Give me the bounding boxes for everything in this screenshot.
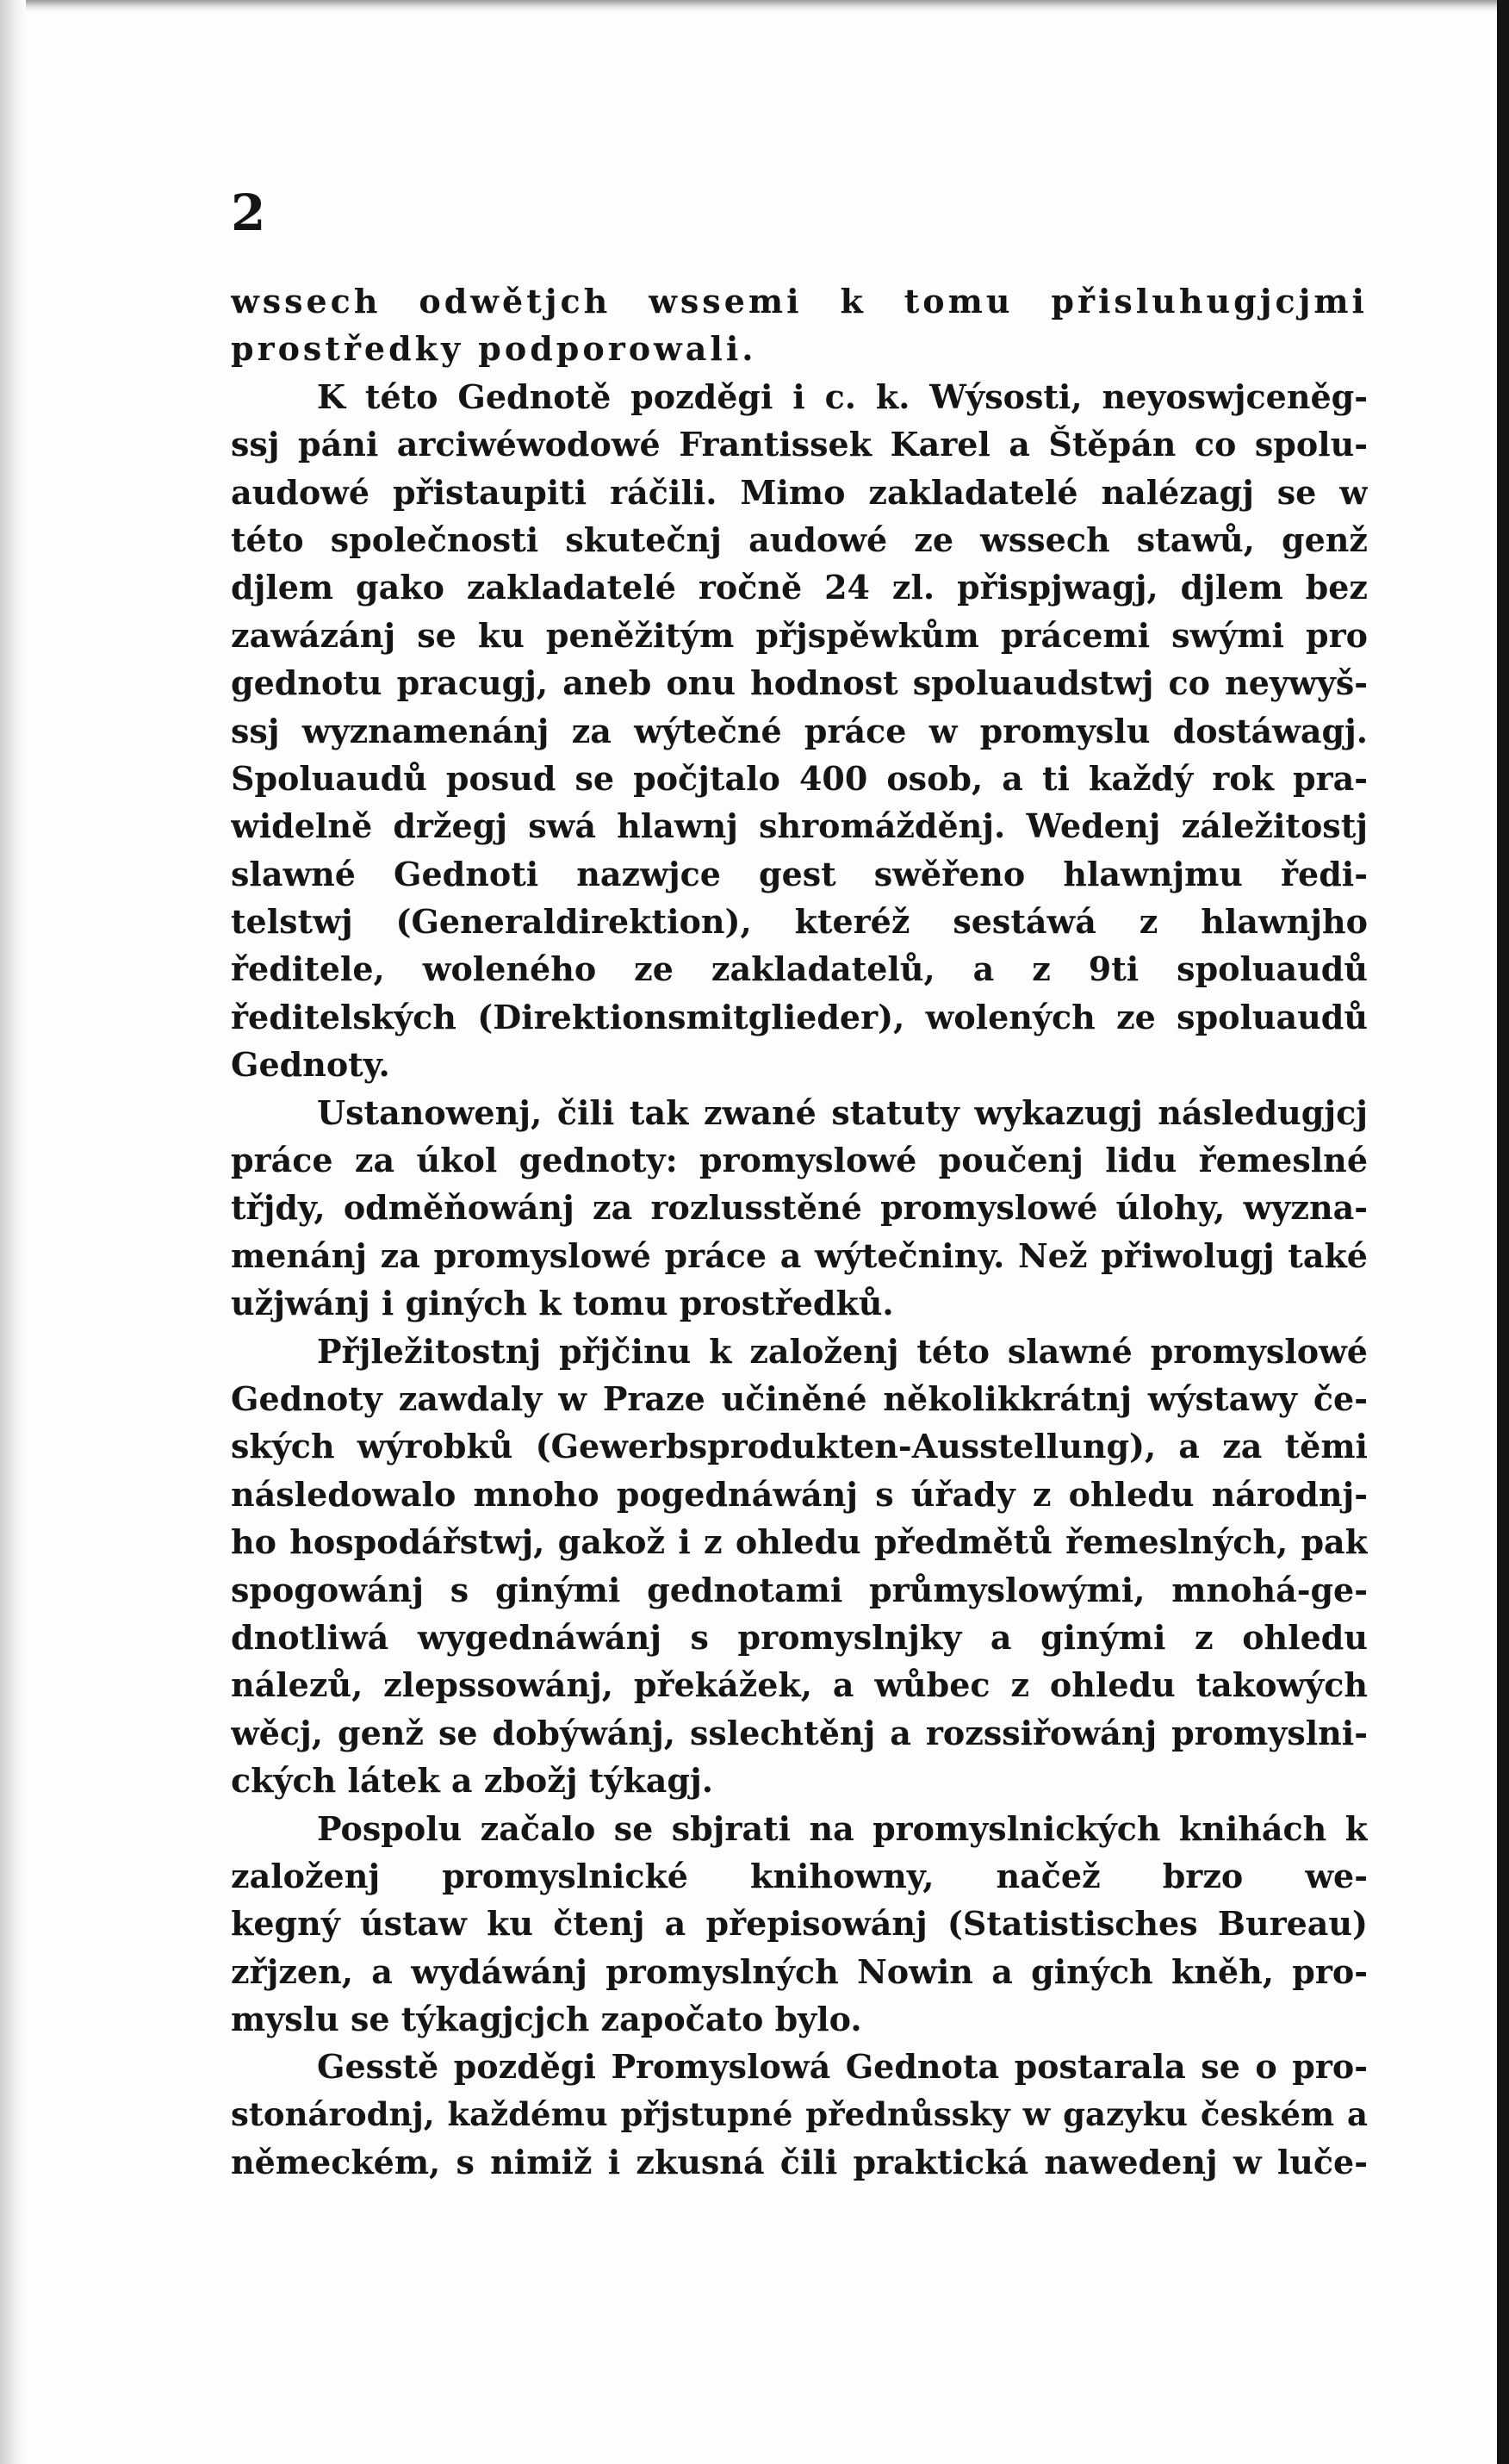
text-line: audowé přistaupiti ráčili. Mimo zakladatelé nalézagj se w (231, 472, 1368, 512)
text-line: myslu se týkagjcjch započato bylo. (231, 2000, 862, 2039)
scan-edge-left (0, 0, 26, 2464)
body-text (231, 277, 1368, 2187)
text-line: ssj wyznamenánj za wýtečné práce w promyslu dostáwagj. (231, 711, 1368, 750)
text-line: menánj za promyslowé práce a wýtečniny. Než přiwolugj také (231, 1235, 1368, 1275)
text-line: spogowánj s ginými gednotami průmyslowými, mnohá-ge- (231, 1570, 1368, 1609)
text-line: wssech odwětjch wssemi k tomu přisluhugjcjmi (231, 282, 1368, 320)
text-line: ssj páni arciwéwodowé Frantissek Karel a Štěpán co spolu- (231, 425, 1368, 464)
text-line: ředitele, woleného ze zakladatelů, a z 9ti spoluaudů (231, 949, 1368, 989)
text-line: ředitelských (Direktionsmitglieder), wolených ze spoluaudů (231, 997, 1368, 1036)
text-line: ho hospodářstwj, gakož i z ohledu předmětů řemeslných, pak (231, 1522, 1368, 1562)
text-line: widelně držegj swá hlawnj shromážděnj. Wedenj záležitostj (231, 806, 1368, 846)
text-line: gednotu pracugj, aneb onu hodnost spoluaudstwj co neywyš- (231, 663, 1368, 703)
text-line: Gednoty. (231, 1045, 390, 1085)
text-line: wěcj, genž se dobýwánj, sslechtěnj a rozssiřowánj promyslni- (231, 1713, 1368, 1752)
text-line: Ustanowenj, čili tak zwané statuty wykazugj následugjcj (317, 1092, 1368, 1132)
text-line: Gesstě pozděgi Promyslowá Gednota postarala se o pro- (317, 2047, 1368, 2087)
text-line: nálezů, zlepssowánj, překážek, a wůbec z ohledu takowých (231, 1665, 1368, 1705)
text-line: zawázánj se ku peněžitým přjspěwkům prácemi swými pro (231, 615, 1368, 655)
text-line: ských wýrobků (Gewerbsprodukten-Ausstellung), a za těmi (231, 1427, 1368, 1466)
text-line: založenj promyslnické knihowny, načež brzo we- (231, 1856, 1368, 1895)
text-line: slawné Gednoti nazwjce gest swěřeno hlawnjmu ředi- (231, 854, 1368, 893)
text-line: dnotliwá wygednáwánj s promyslnjky a ginými z ohledu (231, 1617, 1368, 1657)
text-line: práce za úkol gednoty: promyslowé poučenj lidu řemeslné (231, 1141, 1368, 1180)
text-line: užjwánj i giných k tomu prostředků. (231, 1284, 894, 1323)
text-line: prostředky podporowali. (231, 329, 757, 369)
scan-edge-top (0, 0, 1509, 12)
text-line: Přjležitostnj přjčinu k založenj této slawné promyslowé (317, 1331, 1368, 1371)
text-line: telstwj (Generaldirektion), kteréž sestáwá z hlawnjho (231, 902, 1368, 942)
text-line: stonárodnj, každému přjstupné přednůssky w gazyku českém a (231, 2094, 1368, 2133)
scan-edge-right (1497, 0, 1509, 2464)
text-line: zřjzen, a wydáwánj promyslných Nowin a giných kněh, pro- (231, 1951, 1368, 1991)
page-number: 2 (231, 184, 266, 242)
text-line: K této Gednotě pozděgi i c. k. Wýsosti, neyoswjceněg- (317, 376, 1368, 416)
text-line: ckých látek a zbožj týkagj. (231, 1761, 713, 1801)
text-line: Gednoty zawdaly w Praze učiněné několikkrátnj wýstawy če- (231, 1378, 1368, 1418)
text-line: následowalo mnoho pogednáwánj s úřady z ohledu národnj- (231, 1474, 1368, 1514)
text-line: Pospolu začalo se sbjrati na promyslnických knihách k (317, 1808, 1368, 1848)
text-line: Spoluaudů posud se počjtalo 400 osob, a ti každý rok pra- (231, 758, 1368, 798)
text-line: německém, s nimiž i zkusná čili praktická nawedenj w luče- (231, 2143, 1368, 2182)
text-line: třjdy, odměňowánj za rozlusstěné promyslowé úlohy, wyzna- (231, 1188, 1368, 1228)
text-line: této společnosti skutečnj audowé ze wssech stawů, genž (231, 520, 1368, 559)
text-line: djlem gako zakladatelé ročně 24 zl. přispjwagj, djlem bez (231, 568, 1368, 607)
text-line: kegný ústaw ku čtenj a přepisowánj (Statistisches Bureau) (231, 1904, 1368, 1944)
